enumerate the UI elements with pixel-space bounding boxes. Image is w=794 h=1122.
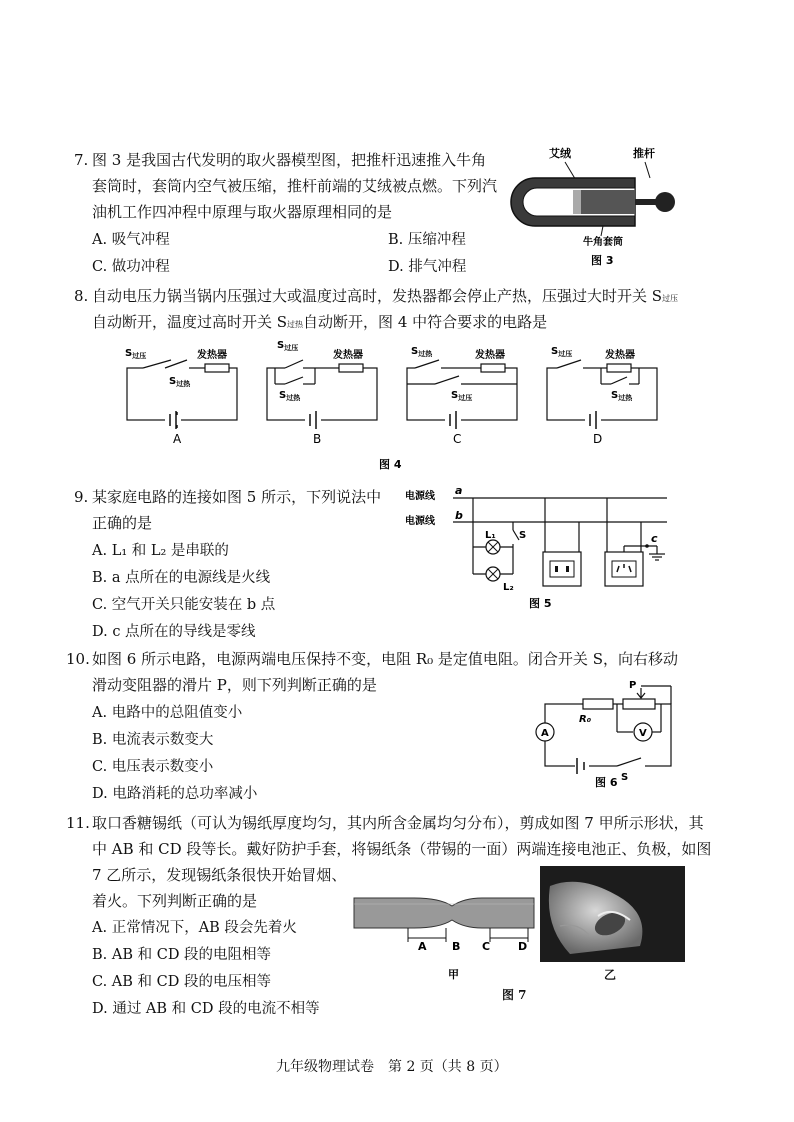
svg-text:S过压: $S_{过压}$: [451, 390, 473, 402]
svg-text:S过压: $S_{过压}$: [551, 346, 573, 358]
q7-line-1: 图 3 是我国古代发明的取火器模型图，把推杆迅速推入牛角: [92, 151, 487, 169]
q10-option-d: D. 电路消耗的总功率减小: [92, 786, 258, 802]
svg-text:D: D: [518, 940, 528, 953]
q9-option-d: D. c 点所在的导线是零线: [92, 624, 256, 640]
svg-text:V: V: [639, 728, 647, 739]
svg-text:L₁: L₁: [485, 530, 496, 541]
svg-text:R₀: R₀: [579, 714, 592, 725]
q11-option-c: C. AB 和 CD 段的电压相等: [92, 974, 271, 990]
circuit-c-label: C: [453, 432, 462, 446]
circuit-b: [267, 340, 377, 446]
circuit-a-label: A: [173, 432, 182, 446]
q10-option-c: C. 电压表示数变小: [92, 759, 214, 775]
svg-text:C: C: [482, 940, 491, 953]
figure-5-home-circuit: [405, 482, 675, 614]
q8-number: 8.: [74, 287, 89, 305]
q10-option-b: B. 电流表示数变大: [92, 732, 214, 748]
q9-option-a: A. L₁ 和 L₂ 是串联的: [92, 543, 229, 559]
figure-3-fire-piston: [505, 140, 690, 270]
fig3-label-moxa: 艾绒: [549, 147, 571, 160]
circuit-d: [547, 346, 657, 446]
q8-sub-pressure: 过压: [662, 294, 679, 303]
fig7-caption: 图 7: [502, 988, 527, 1002]
svg-text:A: A: [541, 728, 549, 739]
fig3-label-rod: 推杆: [633, 147, 655, 160]
svg-text:S过压: $S_{过压}$: [277, 340, 299, 352]
svg-text:发热器: 发热器: [333, 350, 363, 361]
figure-4-circuits: [115, 340, 675, 475]
svg-text:S过热: $S_{过热}$: [411, 346, 433, 358]
q9-line-2: 正确的是: [92, 514, 153, 532]
q7-number: 7.: [74, 151, 89, 169]
svg-text:电源线: 电源线: [405, 516, 435, 527]
svg-text:P: P: [629, 680, 637, 691]
q9-option-c: C. 空气开关只能安装在 b 点: [92, 597, 276, 613]
q10-option-a: A. 电路中的总阻值变小: [92, 705, 243, 721]
q9-option-b: B. a 点所在的电源线是火线: [92, 570, 271, 586]
svg-text:a: a: [455, 484, 463, 497]
q7-line-3: 油机工作四冲程中原理与取火器原理相同的是: [92, 203, 393, 221]
figure-7-yi-photo: [540, 866, 685, 962]
svg-text:A: A: [418, 940, 427, 953]
fig7-yi-label: 乙: [604, 968, 617, 982]
svg-text:发热器: 发热器: [605, 350, 635, 361]
fig3-caption: 图 3: [591, 254, 614, 267]
svg-text:S: S: [519, 530, 527, 541]
q10-line-1: 如图 6 所示电路，电源两端电压保持不变，电阻 R₀ 是定值电阻。闭合开关 S，向右移动: [92, 650, 678, 668]
q7-line-2: 套筒时，套筒内空气被压缩，推杆前端的艾绒被点燃。下列汽: [92, 177, 498, 195]
circuit-a: [125, 348, 237, 446]
circuit-b-label: B: [313, 432, 322, 446]
q7-option-b: B. 压缩冲程: [388, 232, 466, 248]
circuit-d-label: D: [593, 432, 603, 446]
figure-7-jia-foil: [352, 890, 537, 990]
q8-sub-heat: 过热: [287, 320, 304, 329]
q11-option-d: D. 通过 AB 和 CD 段的电流不相等: [92, 1001, 320, 1017]
svg-text:b: b: [455, 509, 463, 522]
q11-line-1: 取口香糖锡纸（可认为锡纸厚度均匀，其内所含金属均匀分布），剪成如图 7 甲所示形状，其: [92, 814, 704, 832]
svg-text:发热器: 发热器: [475, 350, 505, 361]
q7-option-a: A. 吸气冲程: [92, 232, 170, 248]
circuit-c: [407, 346, 517, 446]
q10-line-2: 滑动变阻器的滑片 P，则下列判断正确的是: [92, 676, 377, 694]
svg-text:B: B: [452, 940, 461, 953]
q7-option-d: D. 排气冲程: [388, 259, 467, 275]
svg-text:S过热: $S_{过热}$: [279, 390, 301, 402]
fig7-jia-label: 甲: [448, 968, 459, 981]
q11-number: 11.: [66, 814, 90, 832]
svg-text:S: S: [621, 772, 629, 783]
q9-line-1: 某家庭电路的连接如图 5 所示，下列说法中: [92, 488, 382, 506]
q11-option-b: B. AB 和 CD 段的电阻相等: [92, 947, 272, 963]
figure-6-circuit: [525, 676, 685, 788]
svg-text:S过热: $S_{过热}$: [611, 390, 633, 402]
q8-line-2: 自动断开，温度过高时开关 S过热自动断开，图 4 中符合要求的电路是: [92, 313, 548, 331]
fig6-caption: 图 6: [595, 776, 618, 788]
q11-line-3: 7 乙所示，发现锡纸条很快开始冒烟、: [92, 866, 347, 884]
q11-line-4: 着火。下列判断正确的是: [92, 892, 258, 910]
q11-option-a: A. 正常情况下，AB 段会先着火: [92, 920, 297, 936]
svg-text:电源线: 电源线: [405, 491, 435, 502]
q10-number: 10.: [66, 650, 90, 668]
q8-line-1: 自动电压力锅当锅内压强过大或温度过高时，发热器都会停止产热，压强过大时开关 S过压: [92, 287, 679, 305]
fig4-caption: 图 4: [379, 458, 402, 471]
q11-line-2: 中 AB 和 CD 段等长。戴好防护手套，将锡纸条（带锡的一面）两端连接电池正、负极，如图: [92, 840, 712, 858]
q7-option-c: C. 做功冲程: [92, 259, 170, 275]
svg-text:S过热: $S_{过热}$: [169, 376, 191, 388]
svg-text:S过压: $S_{过压}$: [125, 348, 147, 360]
q9-number: 9.: [74, 488, 89, 506]
svg-text:c: c: [651, 532, 658, 545]
svg-text:发热器: 发热器: [197, 350, 227, 361]
svg-text:L₂: L₂: [503, 582, 514, 593]
fig3-label-tube: 牛角套筒: [583, 237, 623, 248]
page-footer: 九年级物理试卷 第 2 页（共 8 页）: [276, 1059, 508, 1075]
fig5-caption: 图 5: [529, 597, 552, 610]
